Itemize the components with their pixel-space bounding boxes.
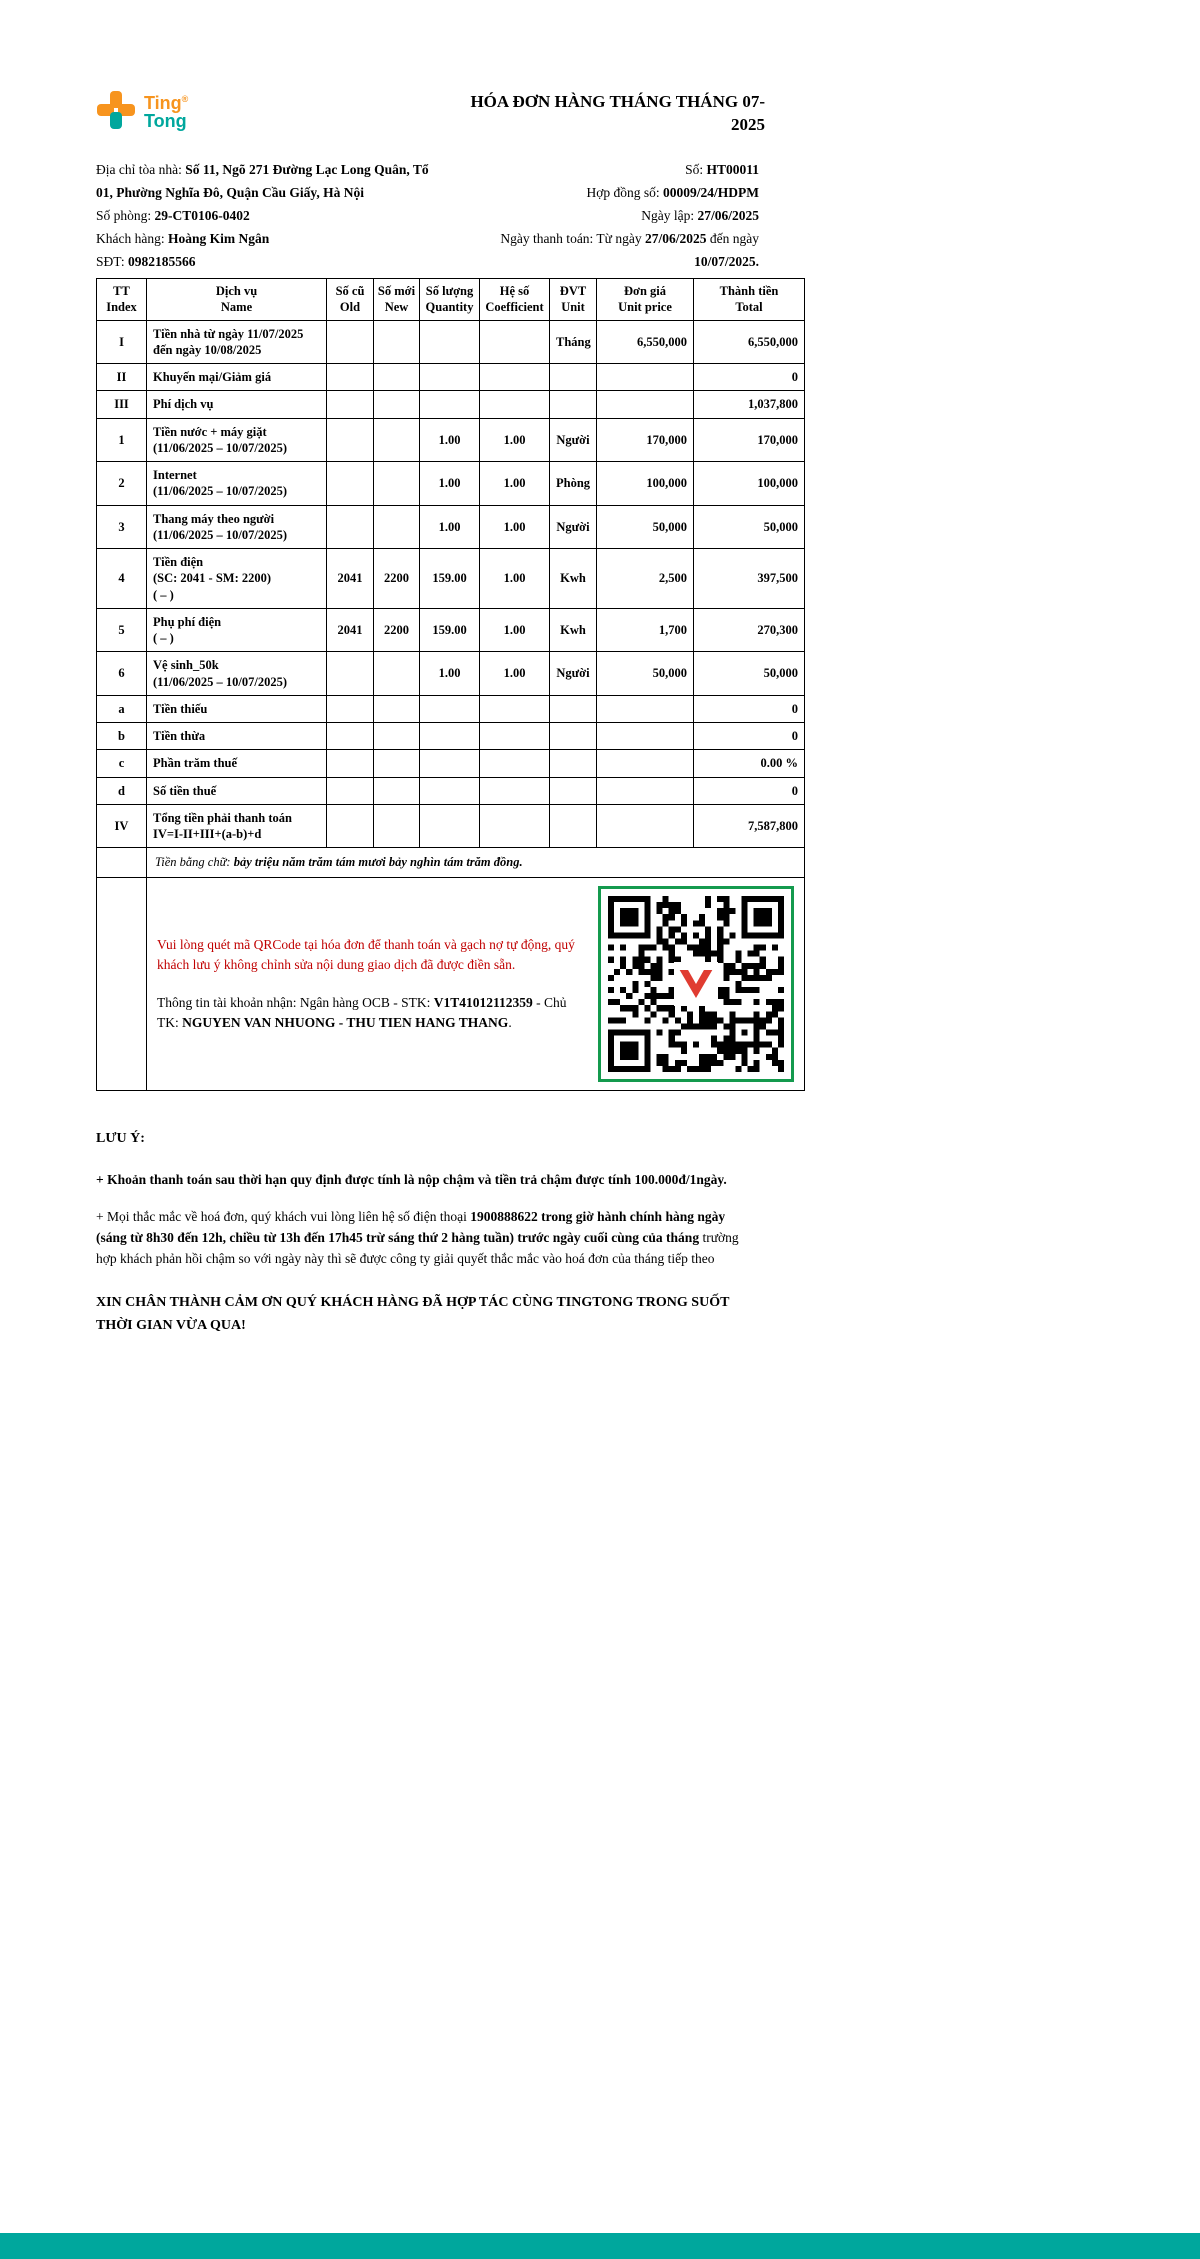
unit bbox=[550, 777, 597, 804]
quantity: 1.00 bbox=[420, 462, 480, 506]
old-reading bbox=[327, 462, 374, 506]
old-reading bbox=[327, 750, 374, 777]
col-header-coefficient: Hệ số Coefficient bbox=[480, 279, 550, 321]
coefficient: 1.00 bbox=[480, 505, 550, 549]
old-reading bbox=[327, 364, 374, 391]
unit-price: 100,000 bbox=[597, 462, 694, 506]
table-row-2 bbox=[97, 462, 805, 506]
total: 0.00 % bbox=[694, 750, 805, 777]
qr-warning-text: Vui lòng quét mã QRCode tại hóa đơn để thanh toán và gạch nợ tự động, quý khách lưu ý không chỉnh sửa nội dung giao dịch đã được điền sẵn. bbox=[157, 936, 575, 972]
invoice-table-header bbox=[97, 279, 805, 321]
row-index: a bbox=[97, 695, 147, 722]
contract-number: Hợp đồng số: 00009/24/HDPM bbox=[586, 185, 759, 200]
col-header-new: Số mới New bbox=[374, 279, 420, 321]
table-row-d bbox=[97, 777, 805, 804]
col-header-name: Dịch vụ Name bbox=[147, 279, 327, 321]
service-name: Tiền điện (SC: 2041 - SM: 2200) ( – ) bbox=[147, 549, 327, 609]
total: 1,037,800 bbox=[694, 391, 805, 418]
row-index: b bbox=[97, 723, 147, 750]
new-reading bbox=[374, 418, 420, 462]
coefficient: 1.00 bbox=[480, 652, 550, 696]
unit: Kwh bbox=[550, 608, 597, 652]
unit-price bbox=[597, 391, 694, 418]
unit: Người bbox=[550, 418, 597, 462]
coefficient bbox=[480, 695, 550, 722]
old-reading bbox=[327, 320, 374, 364]
service-name: Số tiền thuế bbox=[147, 777, 327, 804]
qr-instructions bbox=[157, 935, 584, 1033]
old-reading bbox=[327, 418, 374, 462]
table-row-6 bbox=[97, 652, 805, 696]
table-row-c bbox=[97, 750, 805, 777]
late-payment-note: + Khoản thanh toán sau thời hạn quy định được tính là nộp chậm và tiền trả chậm được tính 100.000đ/1ngày. bbox=[96, 1171, 727, 1187]
unit-price: 6,550,000 bbox=[597, 320, 694, 364]
payment-period: Ngày thanh toán: Từ ngày 27/06/2025 đến ngày 10/07/2025. bbox=[500, 231, 759, 269]
row-index: 3 bbox=[97, 505, 147, 549]
unit-price bbox=[597, 364, 694, 391]
table-row-a bbox=[97, 695, 805, 722]
coefficient bbox=[480, 777, 550, 804]
old-reading bbox=[327, 505, 374, 549]
unit-price: 170,000 bbox=[597, 418, 694, 462]
new-reading: 2200 bbox=[374, 549, 420, 609]
notes-section bbox=[96, 1131, 804, 1337]
quantity bbox=[420, 391, 480, 418]
row-index: IV bbox=[97, 804, 147, 848]
row-index: 6 bbox=[97, 652, 147, 696]
total: 0 bbox=[694, 364, 805, 391]
building-address: Địa chỉ tòa nhà: Số 11, Ngõ 271 Đường Lạc Long Quân, Tổ 01, Phường Nghĩa Đô, Quận Cầu Giấy, Hà Nội bbox=[96, 162, 429, 200]
total: 50,000 bbox=[694, 505, 805, 549]
row-index: 2 bbox=[97, 462, 147, 506]
table-row-I bbox=[97, 320, 805, 364]
coefficient: 1.00 bbox=[480, 608, 550, 652]
old-reading bbox=[327, 777, 374, 804]
col-header-unit: ĐVT Unit bbox=[550, 279, 597, 321]
invoice-page bbox=[96, 0, 804, 1337]
invoice-table bbox=[96, 278, 805, 1091]
unit: Kwh bbox=[550, 549, 597, 609]
coefficient bbox=[480, 364, 550, 391]
col-header-quantity: Số lượng Quantity bbox=[420, 279, 480, 321]
invoice-meta bbox=[96, 158, 804, 273]
old-reading bbox=[327, 695, 374, 722]
quantity bbox=[420, 777, 480, 804]
qr-code bbox=[598, 886, 794, 1082]
qr-row bbox=[97, 877, 805, 1090]
total: 270,300 bbox=[694, 608, 805, 652]
service-name: Thang máy theo người (11/06/2025 – 10/07/2025) bbox=[147, 505, 327, 549]
quantity: 159.00 bbox=[420, 608, 480, 652]
tingtong-logo bbox=[96, 90, 188, 130]
service-name: Phần trăm thuế bbox=[147, 750, 327, 777]
unit-price: 50,000 bbox=[597, 505, 694, 549]
doc-header bbox=[96, 90, 804, 136]
new-reading bbox=[374, 804, 420, 848]
meta-left bbox=[96, 158, 444, 273]
amount-in-words: Tiền bằng chữ: bảy triệu năm trăm tám mươi bảy nghìn tám trăm đồng. bbox=[147, 848, 805, 877]
quantity bbox=[420, 750, 480, 777]
row-index: 1 bbox=[97, 418, 147, 462]
new-reading bbox=[374, 462, 420, 506]
table-row-4 bbox=[97, 549, 805, 609]
new-reading: 2200 bbox=[374, 608, 420, 652]
unit bbox=[550, 750, 597, 777]
row-index: c bbox=[97, 750, 147, 777]
total: 397,500 bbox=[694, 549, 805, 609]
total: 0 bbox=[694, 695, 805, 722]
row-index: 4 bbox=[97, 549, 147, 609]
unit-price: 50,000 bbox=[597, 652, 694, 696]
unit bbox=[550, 804, 597, 848]
coefficient bbox=[480, 391, 550, 418]
table-row-5 bbox=[97, 608, 805, 652]
old-reading bbox=[327, 652, 374, 696]
quantity bbox=[420, 364, 480, 391]
unit bbox=[550, 364, 597, 391]
invoice-number: Số: HT00011 bbox=[685, 162, 759, 177]
coefficient bbox=[480, 320, 550, 364]
invoice-table-body bbox=[97, 320, 805, 848]
notes-heading: LƯU Ý: bbox=[96, 1130, 145, 1146]
invoice-title: HÓA ĐƠN HÀNG THÁNG THÁNG 07-2025 bbox=[470, 92, 765, 134]
qr-center-v-icon bbox=[674, 962, 718, 1006]
quantity bbox=[420, 723, 480, 750]
quantity bbox=[420, 804, 480, 848]
unit-price bbox=[597, 723, 694, 750]
issue-date: Ngày lập: 27/06/2025 bbox=[641, 208, 759, 223]
unit-price bbox=[597, 695, 694, 722]
service-name: Phí dịch vụ bbox=[147, 391, 327, 418]
service-name: Tổng tiền phải thanh toán IV=I-II+III+(a-b)+d bbox=[147, 804, 327, 848]
coefficient: 1.00 bbox=[480, 418, 550, 462]
new-reading bbox=[374, 695, 420, 722]
bottom-teal-bar bbox=[0, 2233, 1200, 2259]
service-name: Vệ sinh_50k (11/06/2025 – 10/07/2025) bbox=[147, 652, 327, 696]
table-row-1 bbox=[97, 418, 805, 462]
tingtong-logo-icon bbox=[96, 90, 136, 130]
new-reading bbox=[374, 652, 420, 696]
table-row-IV bbox=[97, 804, 805, 848]
quantity bbox=[420, 695, 480, 722]
col-header-total: Thành tiền Total bbox=[694, 279, 805, 321]
service-name: Phụ phí điện ( – ) bbox=[147, 608, 327, 652]
unit: Phòng bbox=[550, 462, 597, 506]
coefficient bbox=[480, 750, 550, 777]
col-header-index: TT Index bbox=[97, 279, 147, 321]
brand-wordmark bbox=[144, 90, 188, 130]
coefficient: 1.00 bbox=[480, 462, 550, 506]
empty-index-cell bbox=[97, 877, 147, 1090]
registered-mark: ® bbox=[181, 94, 189, 104]
total: 50,000 bbox=[694, 652, 805, 696]
table-row-b bbox=[97, 723, 805, 750]
table-row-II bbox=[97, 364, 805, 391]
unit-price bbox=[597, 750, 694, 777]
service-name: Internet (11/06/2025 – 10/07/2025) bbox=[147, 462, 327, 506]
total: 0 bbox=[694, 777, 805, 804]
quantity: 159.00 bbox=[420, 549, 480, 609]
row-index: I bbox=[97, 320, 147, 364]
unit bbox=[550, 391, 597, 418]
unit bbox=[550, 723, 597, 750]
total: 7,587,800 bbox=[694, 804, 805, 848]
new-reading bbox=[374, 505, 420, 549]
unit bbox=[550, 695, 597, 722]
service-name: Khuyến mại/Giảm giá bbox=[147, 364, 327, 391]
service-name: Tiền thiếu bbox=[147, 695, 327, 722]
total: 170,000 bbox=[694, 418, 805, 462]
quantity bbox=[420, 320, 480, 364]
new-reading bbox=[374, 391, 420, 418]
unit-price bbox=[597, 804, 694, 848]
hotline-note: + Mọi thắc mắc về hoá đơn, quý khách vui lòng liên hệ số điện thoại 1900888622 trong giờ hành chính hàng ngày (sáng từ 8h30 đến 12h, chiều từ 13h đến 17h45 trừ sáng thứ 2 hàng tuần) trước ngày cuối cùng của tháng trường hợp khách phản hồi chậm so với ngày này thì sẽ được công ty giải quyết thắc mắc vào hoá đơn của tháng tiếp theo bbox=[96, 1208, 739, 1266]
service-name: Tiền nhà từ ngày 11/07/2025 đến ngày 10/08/2025 bbox=[147, 320, 327, 364]
total: 0 bbox=[694, 723, 805, 750]
new-reading bbox=[374, 723, 420, 750]
old-reading bbox=[327, 723, 374, 750]
bank-account-info: Thông tin tài khoản nhận: Ngân hàng OCB - STK: V1T41012112359 - Chủ TK: NGUYEN VAN NHUONG - THU TIEN HANG THANG. bbox=[157, 994, 567, 1030]
brand-word-tong: Tong bbox=[144, 111, 187, 131]
table-row-3 bbox=[97, 505, 805, 549]
quantity: 1.00 bbox=[420, 505, 480, 549]
service-name: Tiền nước + máy giặt (11/06/2025 – 10/07/2025) bbox=[147, 418, 327, 462]
row-index: d bbox=[97, 777, 147, 804]
header-row bbox=[97, 279, 805, 321]
total: 100,000 bbox=[694, 462, 805, 506]
old-reading bbox=[327, 391, 374, 418]
coefficient bbox=[480, 723, 550, 750]
row-index: II bbox=[97, 364, 147, 391]
thank-you-note: XIN CHÂN THÀNH CẢM ƠN QUÝ KHÁCH HÀNG ĐÃ HỢP TÁC CÙNG TINGTONG TRONG SUỐT THỜI GIAN VỪA QUA! bbox=[96, 1294, 730, 1333]
unit-price: 2,500 bbox=[597, 549, 694, 609]
meta-right bbox=[444, 158, 804, 273]
quantity: 1.00 bbox=[420, 418, 480, 462]
table-row-III bbox=[97, 391, 805, 418]
total: 6,550,000 bbox=[694, 320, 805, 364]
service-name: Tiền thừa bbox=[147, 723, 327, 750]
amount-in-words-row bbox=[97, 848, 805, 877]
coefficient bbox=[480, 804, 550, 848]
unit: Tháng bbox=[550, 320, 597, 364]
unit: Người bbox=[550, 505, 597, 549]
coefficient: 1.00 bbox=[480, 549, 550, 609]
brand-word-ting: Ting® bbox=[144, 93, 189, 113]
old-reading: 2041 bbox=[327, 549, 374, 609]
col-header-old: Số cũ Old bbox=[327, 279, 374, 321]
new-reading bbox=[374, 320, 420, 364]
row-index: 5 bbox=[97, 608, 147, 652]
old-reading: 2041 bbox=[327, 608, 374, 652]
unit-price: 1,700 bbox=[597, 608, 694, 652]
unit-price bbox=[597, 777, 694, 804]
room-number: Số phòng: 29-CT0106-0402 bbox=[96, 208, 250, 223]
col-header-unit-price: Đơn giá Unit price bbox=[597, 279, 694, 321]
qr-section bbox=[147, 877, 805, 1090]
row-index: III bbox=[97, 391, 147, 418]
customer-phone: SĐT: 0982185566 bbox=[96, 254, 196, 269]
new-reading bbox=[374, 777, 420, 804]
unit: Người bbox=[550, 652, 597, 696]
new-reading bbox=[374, 750, 420, 777]
quantity: 1.00 bbox=[420, 652, 480, 696]
new-reading bbox=[374, 364, 420, 391]
empty-index-cell bbox=[97, 848, 147, 877]
old-reading bbox=[327, 804, 374, 848]
customer-name: Khách hàng: Hoàng Kim Ngân bbox=[96, 231, 270, 246]
